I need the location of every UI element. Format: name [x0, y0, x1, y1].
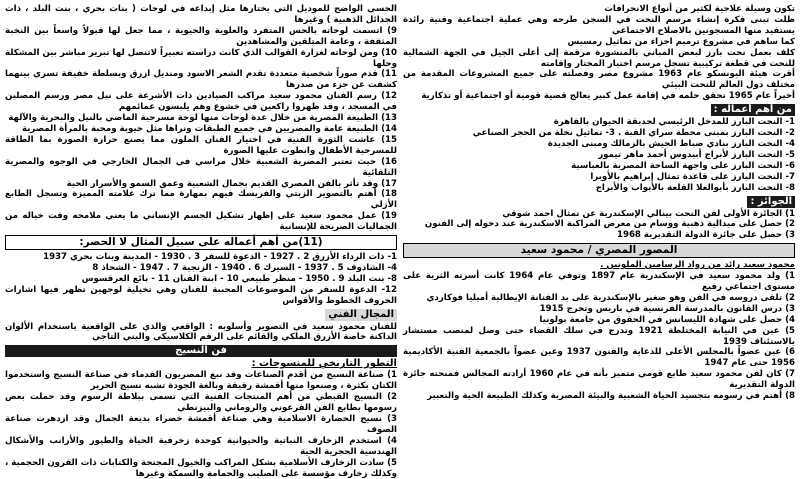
left-column [5, 4, 397, 479]
list-item: 5) سادت الزخارف الأسلامية بشكل المراكب والخيول المجنحة والكتابات ذات القرون الحجمية ، وكذلك زخارف مؤسسة على الصليب والحمامة والسمكة وغيرها [5, 457, 397, 479]
paragraph: 19) عمل محمود سعيد على إظهار تشكيل الجسم الإنساني ما يعني ملامحه وقت خياله من الجماليات الصريحة للإنسانية [5, 211, 397, 233]
artist-heading: المصور المصري / محمود سعيد [403, 243, 795, 258]
list-item: 1) ولد محمود سعيد في الإسكندرية عام 1897 وتوفي عام 1964 كانت أسرته الثرية على مستوى اجتماعي رفيع [403, 271, 795, 293]
list-item: 6- النحت البارز على واجهة الساحة المصرية بالعباسية [571, 160, 795, 171]
list-item: 5- النحت البارز لأبراج أبيدوس أحمد ماهر تيمور [598, 149, 795, 160]
paragraph: 10) ومن لوحاته لغزارة القوالب الذي كانت دراسته تعبيراً لاتنصل لها تبرير مباشر بين المشكلة وحلها [5, 47, 397, 69]
list-item: 4- النحت البارز بنادي ضباط الجيش بالزمالك ومبنى الجديدة [547, 138, 795, 149]
list-item: 4) استخدم الزخارف النباتية والحيوانية كوحدة زخرفية الحياة والطيور والأرانب والأشكال الهندسية الحجرية الحية [5, 435, 397, 457]
list-item: 2) حصل على ميدالية ذهبية ووسام من معرض المراكبة الاسكندرية عند دخوله إلى الفنون [424, 219, 795, 230]
list-item: 7- النحت البارز على قاعدة تمثال إبراهيم بالأوبرا [590, 171, 795, 182]
paragraph: كلف بعمل نحت بارز لبعض المباني بالمنشورة مرقمة إلى أعلى الجيل في الجهة الشمالية للنحت في قطعة تركيبية تسجل مرسم اختيار المختار وإقامته [403, 47, 795, 69]
paragraph: الحسي الواضح للموديل التي يختارها مثل إبداعه في لوحات ( بنات بحري ، بنت البلد ، ذات الجدائل الذهبية ) وغيرها [5, 4, 397, 25]
list-item: 3) نسيج الحضارة الاسلامية وهي صناعة أقمشة خضراء بديعة الجمال وقد ازدهرت صناعة الصوف [5, 414, 397, 435]
list-item: 5) عين في النيابة المختلطة 1921 وتدرج في سلك القضاء حتى وصل لمنصب مستشار بالاستئناف 1939 [403, 325, 795, 347]
list-item: 1) الجائزة الأولى لفن النحت بينالي الإسكندرية عن تمثال احمد شوقي [502, 208, 795, 219]
list-item: 7) كان لفن محمود سعيد طابع قومي متميز بأنه في عام 1960 أرادته المجالس فمنحته جائزة الدولة التقديرية [403, 369, 795, 391]
paragraph: 14) الطبيعة عامة والمصريين في جميع الطبقات ونراها مثل حيوية ومحبة بالمرأة المصرية [21, 123, 397, 134]
list-item: 8- النحت البارز بأبوالعلا القلعة بالأبواب والأبراج [595, 182, 795, 193]
paragraph: 15) عاشت الثورة الفنية في اختيار الفنان الملون مما يصنع حرارة الصورة بما الطاقة للمسرحية الأطفال وانطوت عليها الصورة [5, 134, 397, 156]
list-item: 4- الشادوف 5 . 1937 - السيرك 6 . 1940 - الزنجية 7 . 1947 - الشحاذ 8 [92, 262, 397, 273]
awards-heading: الجوائز : [747, 196, 795, 208]
paragraph: تكون وسيلة علاجية لكثير من أنواع الانحرافات [604, 4, 795, 14]
list-item: 1- النحت البارز للمدخل الرئيسي لحديقة الحيوان بالقاهرة [553, 117, 795, 128]
list-item: 2- النحت البارز بمبنى محطة سراي القبة . 3- تماثيل نخلة من الحجر الصناعي [472, 128, 795, 139]
art-field-text: للفنان محمود سعيد في التصوير وأسلوبه : الواقعي والذي على الواقعية باستخدام الألوان الداكنة خاصة الأزرق الملكي والقائم على الرقم الكلاسيكي والبني التاجي [5, 321, 397, 343]
list-item: 3) حصل على جائزة الدولة التقديرية 1968 [616, 230, 795, 241]
paragraph: 16) حيث تعتبر المصرية الشعبية خلال مراسي في الجمال الخارجي في الوجوه والمصرية التلقائية [5, 156, 397, 178]
bio-list [403, 271, 795, 402]
list-item: 1) صناعة النسيج من أقدم الصناعات وقد نبغ المصريون القدماء في صناعة النسيج واستخدموا الكتان بكثرة ، وصنعوا منها أقمشة رقيقة وبالغة الجودة تشبه نسيج الحرير [5, 370, 397, 392]
list-item: 4) حصل على شهادة الليسانس في الحقوق من جامعة بولونيا [539, 314, 795, 325]
left-works-heading: (11)من أهم أعماله على سبيل المثال لا الحصر: [5, 235, 397, 250]
paragraph: أقرت هيئة اليونسكو عام 1963 مشروع مصر وفصلته على جميع المشروعات المقدمة من مختلف دول العالم للنحت البيئي [403, 69, 795, 91]
textile-heading: فن النسيج [5, 345, 397, 357]
textile-list [5, 370, 397, 479]
paragraph: كما ساهم في مشروع ترميم اجزاء من تماثيل رمسيس [567, 36, 795, 47]
paragraph: 18) أهتم بالتصوير الزيتي والفريسك فيهم بمهارة مما ترك علامته المميزة وتسجل الطابع الأزلي [5, 189, 397, 211]
textile-subheading: التطور التاريخي للمنسوجات : [251, 358, 397, 370]
art-field-heading: المجال الفني [325, 309, 397, 321]
paragraph: ظلت تبنى فكرة إنشاء مرسم النحت في السجن طرحه وهي عملية اجتماعية وفنية رائدة يستفيد منها المسجونين بالاصلاح الاجتماعي [403, 14, 795, 36]
paragraph: 13) الطبيعة المصرية من خلال عدة لوحات منها لوحة مسرحية الماضي بالنيل والبحرية والآلهة [8, 113, 397, 124]
bio-title: محمود سعيد رائد من رواد الرسامين الملونين . [600, 260, 795, 271]
paragraph: 9) اتسمت لوحاته بالحس المتفرد والعلوية والحيوية ، مما جعل لها قبولاً واسعاً بين النخبة المثقفة ، وعامة المتلقين والمشاهدين [5, 25, 397, 47]
list-item: 2) تلقى دروسه في الفن وهو صغير بالإسكندرية على يد الفنانة الإيطالية أميليا فوكاردي [426, 292, 795, 303]
right-column [403, 4, 795, 469]
paragraph: أخيراً عام 1965 تحقق حلمه في إقامة عمل كبير يعالج قضية قومية أو اجتماعية أو تذكارية [421, 91, 795, 102]
list-item: 12- الدعوة للسفر من الموضوعات المحببة للفنان وهي تخيلية لوجهين تظهر فيها اشارات الحروف الخطوط والأقواس [5, 284, 397, 306]
left-intro [5, 4, 397, 233]
awards-list [403, 209, 795, 242]
list-item: 2) النسيج القبطي من أهم المنتجات الفنية التي تسمى ببلاطة الرسوم وقد حملت بعض رسومها بطابع الفن الفرعوني والروماني والبيزنطي [5, 392, 397, 414]
left-works-list [5, 252, 397, 307]
list-item: 3) درس القانون بالمدرسة الفرنسية في باريس وتخرج 1915 [539, 303, 795, 314]
list-item: 1- ذات الرداء الأزرق 2 . 1927 - الدعوة للسفر 3 . 1930 - المدينة وبنات بحري 1937 [43, 252, 397, 263]
paragraph: 11) قدم صوراً شخصية متعددة تقدم الشعر الاسود ومنديل ازرق وبسلطة خفيفة تسري بينهما كشفت عن جزء من صدرها [5, 69, 397, 91]
list-item: 8- بنت البلد 9 . 1950 - منظر طبيعي 10 - ابنة الفنان 11 - بائع العرقسوس [81, 273, 397, 284]
right-intro [403, 4, 795, 102]
works-list [403, 117, 795, 193]
list-item: 8) أهتم في رسومه بتجسيد الحياة الشعبية والبيئة المصرية وكذلك الطبيعة الحية والتعبير [427, 391, 795, 402]
paragraph: 17) وقد تأثر بالفن المصري القديم بجمال الشعبية وعمق السمو والأسرار الحية [66, 178, 397, 189]
list-item: 6) عين عضواً بالمجلس الأعلى للدعاية والفنون 1937 وعين عضواً بالجمعية الفنية الأكاديمية 1956 حتى عام 1947 [403, 347, 795, 369]
paragraph: 12) رسم الفنان محمود سعيد مراكب الصيادين ذات الأشرعة على نيل مصر ورسم المصلين في المسجد ، وقد ظهروا راكعين في خشوع وهم يلبسون عمائمهم [5, 91, 397, 113]
works-heading: من أهم أعماله : [711, 104, 795, 116]
